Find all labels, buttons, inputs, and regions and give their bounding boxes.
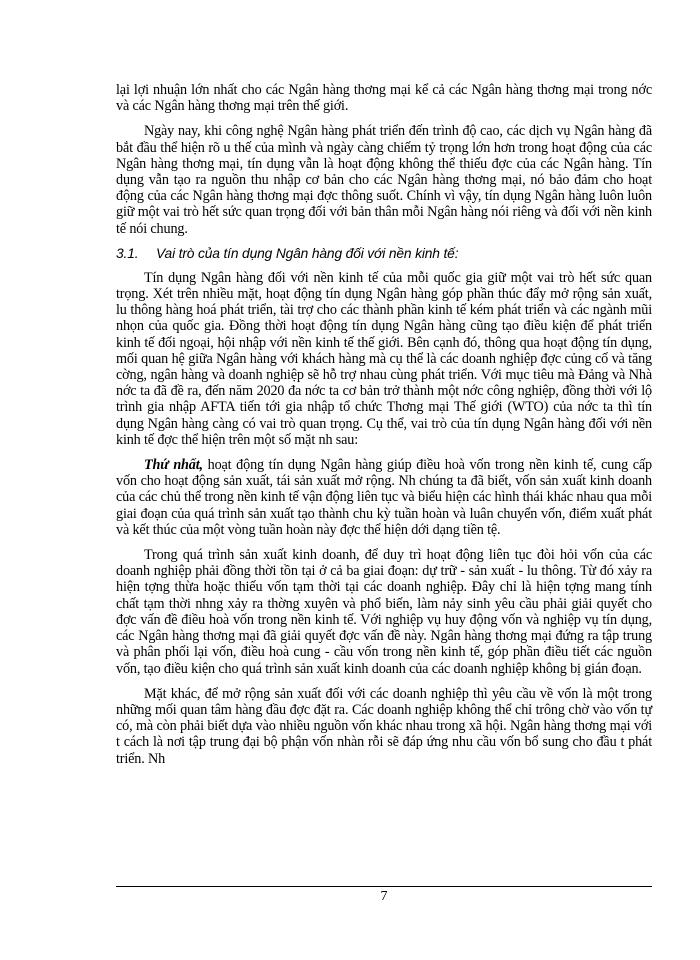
page-number: 7 [380,889,388,904]
first-point-text: hoạt động tín dụng Ngân hàng giúp điều hoà vốn trong nền kinh tế, cung cấp vốn cho hoạt động sản xuất, tái sản xuất mở rộng. Nh chúng ta đã biết, vốn sản xuất kinh doanh của các chủ thể trong nền kinh tế vận động liên tục và biểu hiện các hình thái khác nhau qua mỗi giai đoạn của quá trình sản xuất tạo thành chu kỳ tuần hoàn và luân chuyển vốn, điểm xuất phát và kết thúc của một vòng tuần hoàn này đợc thể hiện dới dạng tiền tệ. [116,457,652,538]
paragraph-first-point [116,457,652,538]
paragraph-continued: lại lợi nhuận lớn nhất cho các Ngân hàng thơng mại kể cả các Ngân hàng thơng mại trong nớc và các Ngân hàng thơng mại trên thế giới. [116,82,652,115]
first-point-lead: Thứ nhất, [144,457,203,474]
footer-divider [116,886,652,887]
paragraph-credit-importance: Ngày nay, khi công nghệ Ngân hàng phát triển đến trình độ cao, các dịch vụ Ngân hàng đã bắt đầu thể hiện rõ u thế của mình và ngày càng chiếm tỷ trọng lớn hơn trong hoạt động của các Ngân hàng thơng mại, tín dụng vẫn là hoạt động không thể thiếu đợc của các Ngân hàng. Tín dụng vẫn tạo ra nguồn thu nhập cơ bản cho các Ngân hàng thơng mại, nó bảo đảm cho hoạt động của các Ngân hàng thơng mại đợc thông suốt. Chính vì vậy, tín dụng Ngân hàng luôn luôn giữ một vai trò hết sức quan trọng đối với bản thân mỗi Ngân hàng nói riêng và đối với nền kinh tế nói chung. [116,123,652,237]
section-number: 3.1. [116,245,139,261]
body-text [116,82,652,776]
paragraph-expansion: Mặt khác, để mở rộng sản xuất đối với các doanh nghiệp thì yêu cầu về vốn là một trong những mối quan tâm hàng đầu đợc đặt ra. Các doanh nghiệp không thể chỉ trông chờ vào vốn tự có, mà còn phải biết dựa vào nhiều nguồn vốn khác nhau trong xã hội. Ngân hàng thơng mại với t cách là nơi tập trung đại bộ phận vốn nhàn rỗi sẽ đáp ứng nhu cầu vốn bổ sung cho đầu t phát triển. Nh [116,685,652,767]
paragraph-role-overview: Tín dụng Ngân hàng đối với nền kinh tế của mỗi quốc gia giữ một vai trò hết sức quan trọng. Xét trên nhiều mặt, hoạt động tín dụng Ngân hàng góp phần thúc đẩy mở rộng sản xuất, lu thông hàng hoá phát triển, tài trợ cho các thành phần kinh tế kém phát triển và các ngành mũi nhọn của quốc gia. Đồng thời hoạt động tín dụng Ngân hàng cũng tạo điều kiện để phát triển kinh tế đối ngoại, hội nhập với nền kinh tế thế giới. Bên cạnh đó, thông qua hoạt động tín dụng, mối quan hệ giữa Ngân hàng với khách hàng mà cụ thể là các doanh nghiệp đợc củng cố và tăng cờng, ngân hàng và doanh nghiệp sẽ hỗ trợ nhau cùng phát triển. Với mục tiêu mà Đảng và Nhà nớc ta đã đề ra, đến năm 2020 đa nớc ta cơ bản trở thành một nớc công nghiệp, đồng thời với lộ trình gia nhập AFTA tiến tới gia nhập tổ chức Thơng mại Thế giới (WTO) của nớc ta thì tín dụng Ngân hàng càng có vai trò quan trọng. Cụ thể, vai trò của tín dụng Ngân hàng đối với nền kinh tế đợc thể hiện trên một số mặt nh sau: [116,269,652,448]
section-heading [116,246,652,262]
section-title: Vai trò của tín dụng Ngân hàng đối với nền kinh tế: [156,245,459,261]
paragraph-capital-regulation: Trong quá trình sản xuất kinh doanh, để duy trì hoạt động liên tục đòi hỏi vốn của các doanh nghiệp phải đồng thời tồn tại ở cả ba giai đoạn: dự trữ - sản xuất - lu thông. Từ đó xảy ra hiện tợng thừa hoặc thiếu vốn tạm thời tại các doanh nghiệp. Đây chỉ là hiện tợng mang tính chất tạm thời nhng xảy ra thờng xuyên và phổ biến, làm nảy sinh yêu cầu phải giải quyết cho đợc vấn đề điều hoà vốn trong nền kinh tế. Với nghiệp vụ huy động vốn và nghiệp vụ tín dụng, các Ngân hàng thơng mại đã giải quyết đợc vấn đề này. Ngân hàng thơng mại đứng ra tập trung và phân phối lại vốn, điều hoà cung - cầu vốn trong nền kinh tế, góp phần điều tiết các nguồn vốn, tạo điều kiện cho quá trình sản xuất kinh doanh của các doanh nghiệp không bị gián đoạn. [116,547,652,677]
